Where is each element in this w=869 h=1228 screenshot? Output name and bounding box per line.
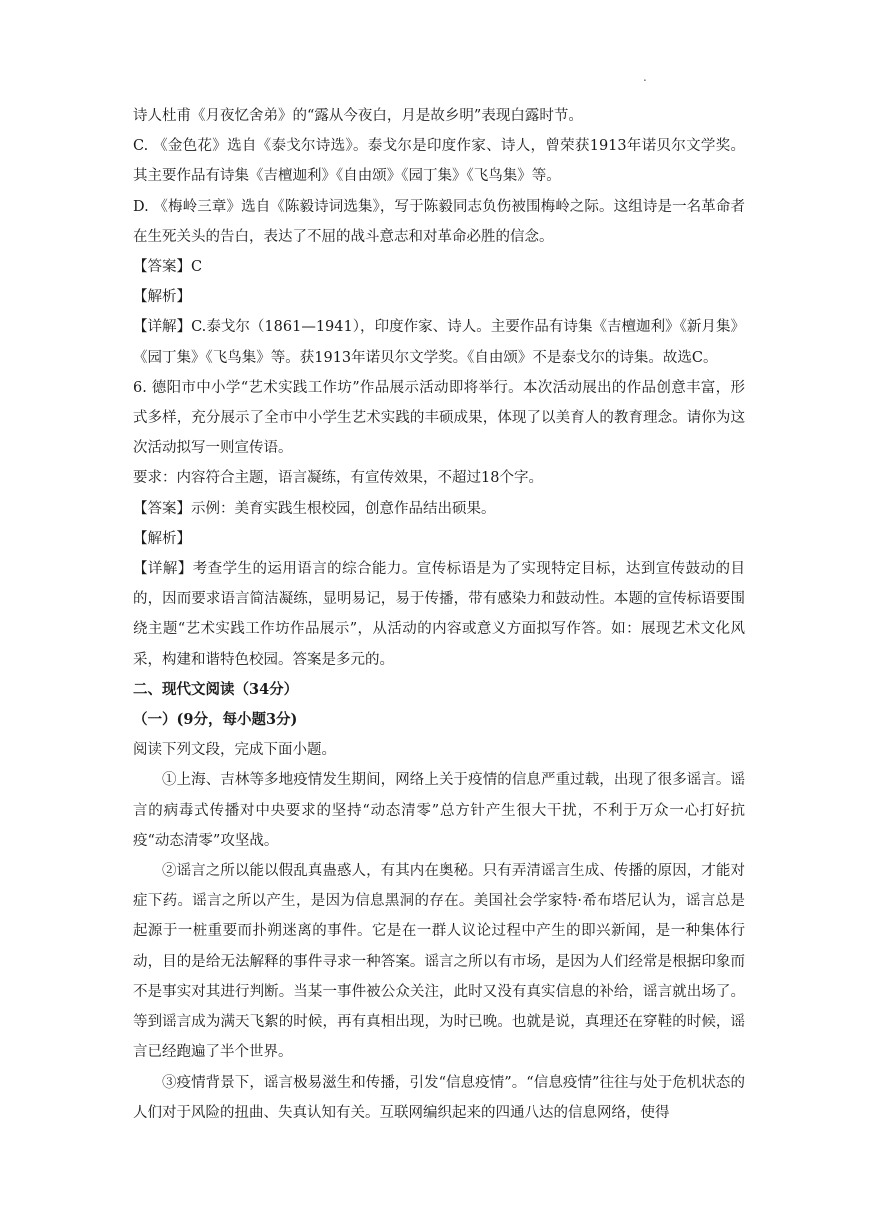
passage-paragraph-2: ②谣言之所以能以假乱真蛊惑人，有其内在奥秘。只有弄清谣言生成、传播的原因，才能对症下药。谣言之所以产生，是因为信息黑洞的存在。美国社会学家特·希布塔尼认为，谣言总是起源于一桩重要而扑朔迷离的事件。它是在一群人议论过程中产生的即兴新闻，是一种集体行动，目的是给无法解释的事件寻求一种答案。谣言之所以有市场，是因为人们经常是根据印象而不是事实对其进行判断。当某一事件被公众关注，此时又没有真实信息的补给，谣言就出场了。等到谣言成为满天飞絮的时候，再有真相出现，为时已晚。也就是说，真理还在穿鞋的时候，谣言已经跑遍了半个世界。	[133, 863, 745, 1061]
page-mark: .	[643, 70, 647, 84]
requirement-q6: 要求：内容符合主题，语言凝练，有宣传效果，不超过18个字。	[133, 470, 543, 487]
passage-paragraph-3: ③疫情背景下，谣言极易滋生和传播，引发“信息疫情”。“信息疫情”往往与处于危机状态的人们对于风险的扭曲、失真认知有关。互联网编织起来的四通八达的信息网络，使得	[133, 1074, 745, 1121]
option-d: D. 《梅岭三章》选自《陈毅诗词选集》，写于陈毅同志负伤被围梅岭之际。这组诗是一名革命者在生死关头的告白，表达了不屈的战斗意志和对革命必胜的信念。	[133, 198, 745, 245]
explanation-q6: 【详解】考查学生的运用语言的综合能力。宣传标语是为了实现特定目标，达到宣传鼓动的目的，因而要求语言简洁凝练，显明易记，易于传播，带有感染力和鼓动性。本题的宣传标语要围绕主题“艺术实践工作坊作品展示”，从活动的内容或意义方面拟写作答。如：展现艺术文化风采，构建和谐特色校园。答案是多元的。	[133, 561, 745, 668]
answer-q5: 【答案】C	[133, 259, 203, 276]
analysis-q5: 【解析】	[133, 289, 191, 306]
answer-q6: 【答案】示例：美育实践生根校园，创意作品结出硕果。	[133, 500, 496, 517]
passage-paragraph-1: ①上海、吉林等多地疫情发生期间，网络上关于疫情的信息严重过载，出现了很多谣言。谣言的病毒式传播对中央要求的坚持“动态清零”总方针产生很大干扰，不利于万众一心打好抗疫“动态清零”攻坚战。	[133, 772, 745, 849]
section-heading: 二、现代文阅读（34分）	[133, 680, 299, 698]
option-c: C. 《金色花》选自《泰戈尔诗选》。泰戈尔是印度作家、诗人，曾荣获1913年诺贝尔文学奖。其主要作品有诗集《吉檀迦利》《自由颂》《园丁集》《飞鸟集》等。	[133, 138, 745, 185]
explanation-q5: 【详解】C.泰戈尔（1861—1941），印度作家、诗人。主要作品有诗集《吉檀迦利》《新月集》《园丁集》《飞鸟集》等。获1913年诺贝尔文学奖。《自由颂》不是泰戈尔的诗集。故选C。	[133, 319, 745, 366]
question-6: 6. 德阳市中小学“艺术实践工作坊”作品展示活动即将举行。本次活动展出的作品创意丰富，形式多样，充分展示了全市中小学生艺术实践的丰硕成果，体现了以美育人的教育理念。请你为这次活动拟写一则宣传语。	[133, 379, 745, 457]
document-body	[133, 101, 745, 1128]
subsection-heading: （一）(9分，每小题3分)	[133, 711, 298, 729]
reading-instruction: 阅读下列文段，完成下面小题。	[133, 742, 336, 759]
intro-line: 诗人杜甫《月夜忆舍弟》的“露从今夜白，月是故乡明”表现白露时节。	[133, 108, 583, 124]
analysis-q6: 【解析】	[133, 530, 191, 547]
